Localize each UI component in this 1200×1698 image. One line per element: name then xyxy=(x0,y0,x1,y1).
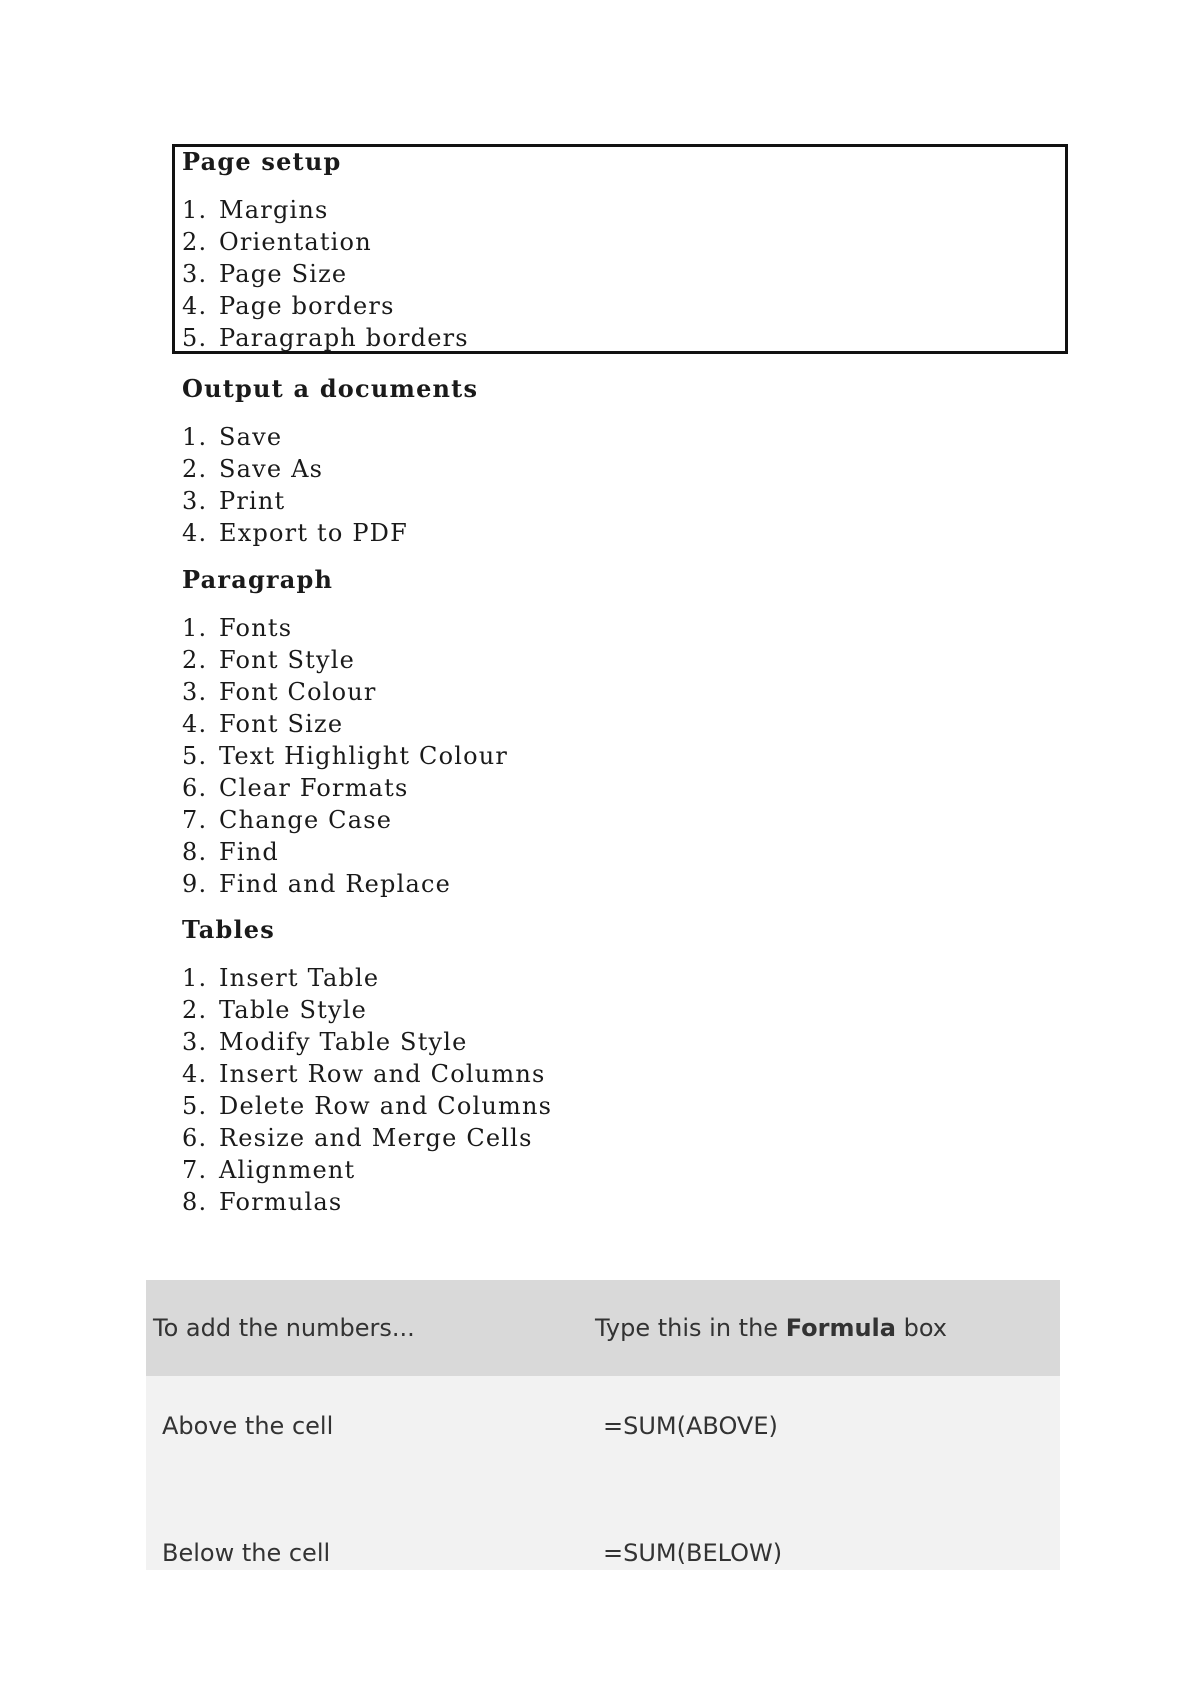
list-item xyxy=(182,1154,1082,1186)
list-item-label: Font Size xyxy=(219,710,344,738)
list-item-number: 8. xyxy=(182,838,208,866)
list-item xyxy=(182,962,1082,994)
list-item-number: 4. xyxy=(182,1060,208,1088)
list-item xyxy=(182,708,1082,740)
list-item-label: Export to PDF xyxy=(219,519,408,547)
list-item xyxy=(182,1026,1082,1058)
list-item xyxy=(182,676,1082,708)
list-item xyxy=(182,322,1082,354)
list-item-number: 2. xyxy=(182,646,208,674)
list-item-label: Paragraph borders xyxy=(219,324,469,352)
list-item xyxy=(182,772,1082,804)
header-cell-numbers: To add the numbers... xyxy=(153,1314,415,1342)
table-cell-where: Above the cell xyxy=(162,1412,334,1440)
list-item-number: 3. xyxy=(182,260,208,288)
table-cell-where: Below the cell xyxy=(162,1539,331,1567)
section-tables xyxy=(182,914,1082,1218)
header-text-suffix: box xyxy=(903,1314,948,1342)
list-item-number: 5. xyxy=(182,742,208,770)
list-item-number: 2. xyxy=(182,455,208,483)
section-paragraph xyxy=(182,564,1082,900)
list-item xyxy=(182,740,1082,772)
item-list xyxy=(182,612,1082,900)
list-item xyxy=(182,868,1082,900)
list-item-number: 5. xyxy=(182,324,208,352)
list-item-label: Page Size xyxy=(219,260,348,288)
list-item xyxy=(182,1122,1082,1154)
list-item-label: Alignment xyxy=(219,1156,356,1184)
list-item-label: Margins xyxy=(219,196,329,224)
list-item-label: Formulas xyxy=(219,1188,343,1216)
list-item-label: Save As xyxy=(219,455,324,483)
list-item-label: Print xyxy=(219,487,286,515)
list-item-number: 1. xyxy=(182,196,208,224)
list-item-number: 4. xyxy=(182,710,208,738)
list-item xyxy=(182,1186,1082,1218)
section-title: Page setup xyxy=(182,147,342,176)
list-item-label: Change Case xyxy=(219,806,393,834)
list-item-label: Text Highlight Colour xyxy=(219,742,509,770)
item-list xyxy=(182,194,1082,354)
list-item-label: Page borders xyxy=(219,292,395,320)
list-item-number: 5. xyxy=(182,1092,208,1120)
list-item xyxy=(182,1058,1082,1090)
list-item xyxy=(182,612,1082,644)
list-item-number: 2. xyxy=(182,228,208,256)
list-item-number: 4. xyxy=(182,519,208,547)
table-cell-formula: =SUM(BELOW) xyxy=(603,1539,783,1567)
item-list xyxy=(182,962,1082,1218)
list-item-label: Delete Row and Columns xyxy=(219,1092,553,1120)
list-item xyxy=(182,994,1082,1026)
list-item xyxy=(182,836,1082,868)
list-item-number: 1. xyxy=(182,964,208,992)
list-item-label: Resize and Merge Cells xyxy=(219,1124,533,1152)
list-item xyxy=(182,1090,1082,1122)
list-item-number: 1. xyxy=(182,423,208,451)
list-item-number: 3. xyxy=(182,678,208,706)
list-item-label: Insert Table xyxy=(219,964,380,992)
formula-table xyxy=(146,1280,1060,1570)
list-item-label: Orientation xyxy=(219,228,372,256)
list-item xyxy=(182,290,1082,322)
list-item xyxy=(182,644,1082,676)
list-item-number: 3. xyxy=(182,1028,208,1056)
list-item xyxy=(182,453,1082,485)
list-item xyxy=(182,485,1082,517)
list-item-number: 2. xyxy=(182,996,208,1024)
list-item-label: Font Colour xyxy=(219,678,377,706)
list-item-number: 3. xyxy=(182,487,208,515)
section-output xyxy=(182,373,1082,549)
section-title: Tables xyxy=(182,915,275,944)
header-cell-formula xyxy=(587,1280,1060,1376)
table-header-row xyxy=(146,1280,1060,1376)
list-item xyxy=(182,804,1082,836)
list-item-number: 8. xyxy=(182,1188,208,1216)
list-item-number: 1. xyxy=(182,614,208,642)
list-item xyxy=(182,226,1082,258)
table-row xyxy=(146,1472,1060,1570)
list-item-number: 9. xyxy=(182,870,208,898)
list-item-label: Table Style xyxy=(219,996,368,1024)
table-cell-formula: =SUM(ABOVE) xyxy=(603,1412,778,1440)
list-item-label: Save xyxy=(219,423,283,451)
list-item-number: 6. xyxy=(182,774,208,802)
list-item-label: Modify Table Style xyxy=(219,1028,468,1056)
list-item xyxy=(182,517,1082,549)
list-item-label: Find xyxy=(219,838,279,866)
section-title: Output a documents xyxy=(182,374,479,403)
list-item xyxy=(182,194,1082,226)
list-item xyxy=(182,258,1082,290)
list-item-label: Font Style xyxy=(219,646,356,674)
list-item-number: 4. xyxy=(182,292,208,320)
section-page-setup xyxy=(182,146,1082,354)
list-item-label: Find and Replace xyxy=(219,870,452,898)
section-title: Paragraph xyxy=(182,565,334,594)
header-text-bold: Formula xyxy=(785,1314,896,1342)
list-item-number: 7. xyxy=(182,1156,208,1184)
item-list xyxy=(182,421,1082,549)
list-item-label: Fonts xyxy=(219,614,293,642)
list-item xyxy=(182,421,1082,453)
header-text-prefix: Type this in the xyxy=(595,1314,779,1342)
list-item-number: 7. xyxy=(182,806,208,834)
table-row xyxy=(146,1376,1060,1472)
list-item-label: Clear Formats xyxy=(219,774,409,802)
list-item-number: 6. xyxy=(182,1124,208,1152)
list-item-label: Insert Row and Columns xyxy=(219,1060,546,1088)
